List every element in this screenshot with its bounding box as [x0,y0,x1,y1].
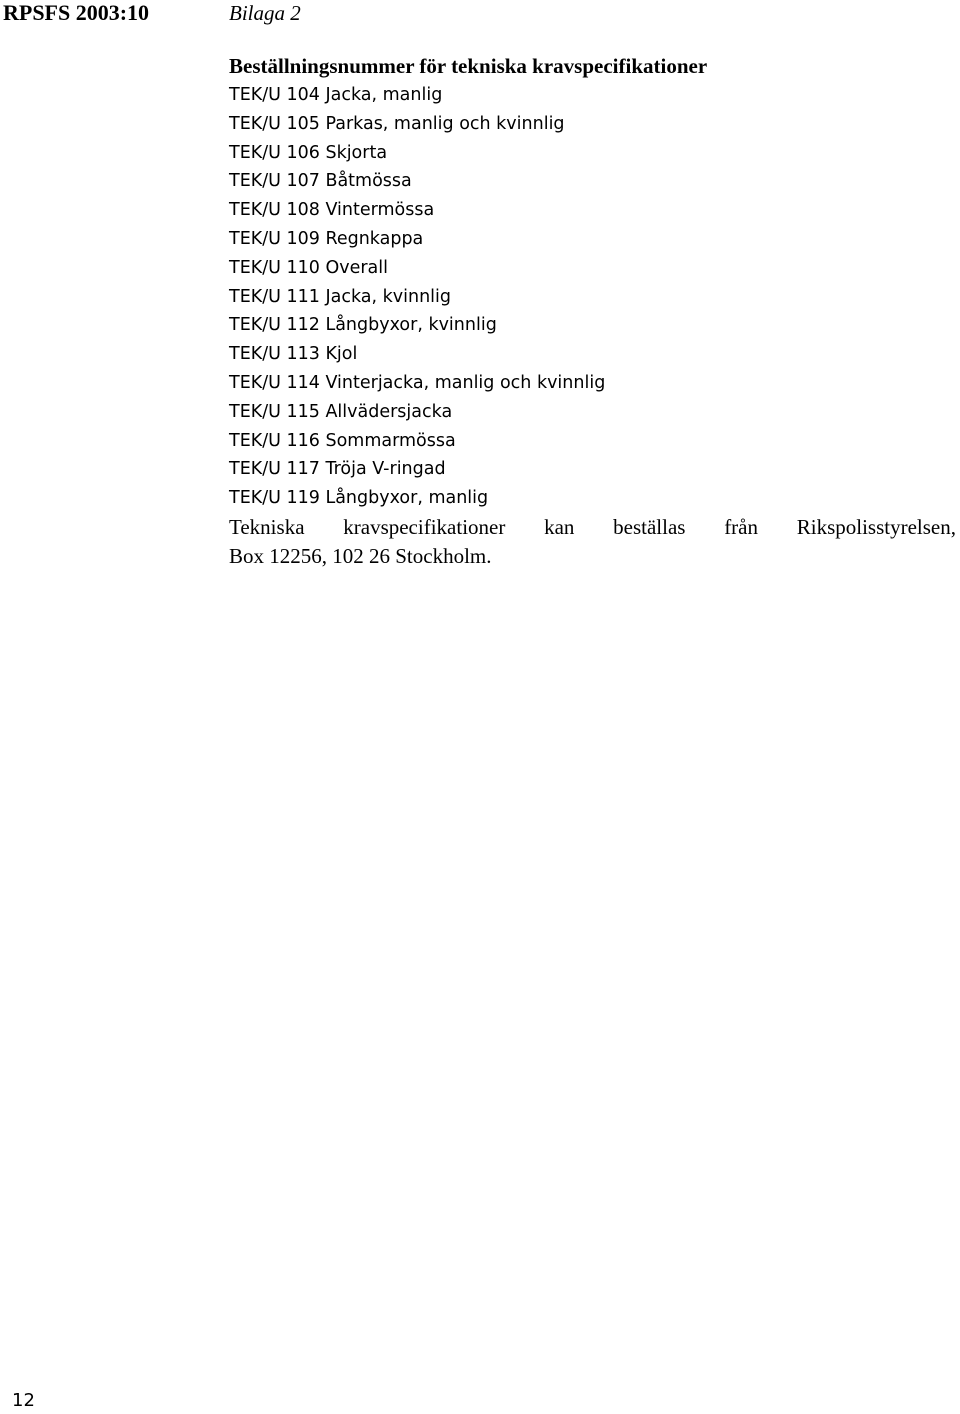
spec-item: TEK/U 104 Jacka, manlig [229,85,443,105]
note-word: Rikspolisstyrelsen, [796,514,956,539]
appendix-label: Bilaga 2 [229,1,301,25]
spec-item: TEK/U 116 Sommarmössa [229,430,456,451]
spec-item: TEK/U 106 Skjorta [229,142,388,163]
spec-item: TEK/U 115 Allvädersjacka [229,401,453,422]
note-word: Tekniska [229,514,305,539]
main-content [229,52,956,571]
spec-item: TEK/U 112 Långbyxor, kvinnlig [229,315,497,336]
note-word: kan [544,514,575,539]
document-code: RPSFS 2003:10 [3,0,150,25]
note-word: beställas [613,514,686,539]
spec-item: TEK/U 110 Overall [229,257,388,278]
spec-item: TEK/U 107 Båtmössa [229,171,412,192]
spec-item: TEK/U 119 Långbyxor, manlig [229,488,489,509]
spec-item: TEK/U 111 Jacka, kvinnlig [229,286,452,307]
page-number: 12 [12,1390,35,1411]
spec-item: TEK/U 108 Vintermössa [229,200,435,221]
spec-item: TEK/U 105 Parkas, manlig och kvinnlig [229,113,565,134]
spec-item: TEK/U 109 Regnkappa [229,228,424,249]
note-word: kravspecifikationer [343,514,506,539]
note-word: från [724,514,758,539]
spec-item: TEK/U 117 Tröja V-ringad [229,459,446,480]
ordering-note-line-2: Box 12256, 102 26 Stockholm. [229,543,492,568]
spec-list [229,81,956,513]
ordering-note-line-1 [229,513,956,542]
section-heading: Beställningsnummer för tekniska kravspecifikationer [229,54,708,78]
spec-item: TEK/U 114 Vinterjacka, manlig och kvinnlig [229,372,606,393]
spec-item: TEK/U 113 Kjol [229,344,358,365]
ordering-note [229,513,956,571]
